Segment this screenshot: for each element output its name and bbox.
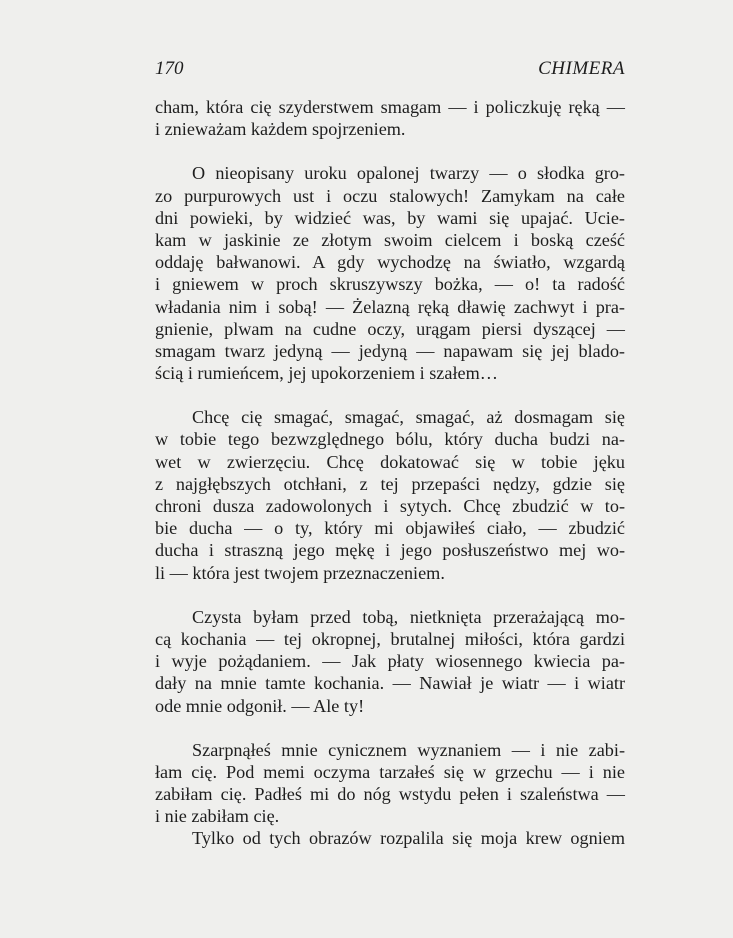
- paragraph-gap: [155, 717, 625, 739]
- text-line: w tobie tego bezwzględnego bólu, który ducha budzi na-: [155, 429, 625, 450]
- text-line: z najgłębszych otchłani, z tej przepaści nędzy, gdzie się: [155, 473, 625, 494]
- running-title: CHIMERA: [538, 58, 625, 79]
- text-line: chroni dusza zadowolonych i sytych. Chcę zbudzić w to-: [155, 496, 625, 516]
- text-line: kam w jaskinie ze złotym swoim cielcem i boską cześć: [155, 229, 625, 250]
- text-line: ode mnie odgonił. — Ale ty!: [155, 695, 365, 716]
- text-line: i gniewem w proch skruszywszy bożka, — o! ta radość: [155, 274, 625, 295]
- text-line: i znieważam każdem spojrzeniem.: [155, 119, 406, 140]
- text-line: łam cię. Pod memi oczyma tarzałeś się w grzechu — i nie: [155, 761, 625, 782]
- body-text: [155, 96, 625, 850]
- text-line: Szarpnąłeś mnie cynicznem wyznaniem — i nie zabi-: [192, 739, 625, 760]
- paragraph-gap: [155, 384, 625, 406]
- text-line: Chcę cię smagać, smagać, smagać, aż dosmagam się: [192, 407, 625, 428]
- text-line: Czysta byłam przed tobą, nietknięta przerażającą mo-: [192, 606, 625, 627]
- text-line: dały na mnie tamte kochania. — Nawiał je wiatr — i wiatr: [155, 673, 625, 694]
- paragraph-gap: [155, 140, 625, 162]
- text-line: i wyje pożądaniem. — Jak płaty wiosennego kwiecia pa-: [155, 651, 625, 672]
- paragraph-gap: [155, 584, 625, 606]
- text-line: cą kochania — tej okropnej, brutalnej miłości, która gardzi: [155, 628, 625, 649]
- text-line: władania nim i sobą! — Żelazną ręką dławię zachwyt i pra-: [155, 296, 625, 317]
- paragraph: [155, 739, 625, 828]
- text-line: wet w zwierzęciu. Chcę dokatować się w tobie jęku: [155, 451, 625, 472]
- text-line: gnienie, plwam na cudne oczy, urągam piersi dyszącej —: [155, 318, 625, 339]
- text-line: zo purpurowych ust i oczu stalowych! Zamykam na całe: [155, 185, 625, 206]
- text-line: li — która jest twojem przeznaczeniem.: [155, 562, 445, 583]
- text-line: Tylko od tych obrazów rozpalila się moja krew ogniem: [192, 828, 625, 849]
- paragraph: [155, 96, 625, 140]
- text-line: bie ducha — o ty, który mi objawiłeś ciało, — zbudzić: [155, 518, 625, 539]
- text-line: ducha i straszną jego mękę i jego posłuszeństwo mej wo-: [155, 540, 625, 561]
- paragraph: [155, 162, 625, 384]
- paragraph: [155, 406, 625, 584]
- text-line: cham, która cię szyderstwem smagam — i policzkuję ręką —: [155, 97, 625, 117]
- paragraph: [155, 606, 625, 717]
- page-header: [155, 58, 625, 82]
- text-line: smagam twarz jedyną — jedyną — napawam się jej blado-: [155, 340, 625, 361]
- text-line: dni powieki, by widzieć was, by wami się upajać. Ucie-: [155, 207, 625, 228]
- text-line: zabiłam cię. Padłeś mi do nóg wstydu pełen i szaleństwa —: [155, 784, 625, 805]
- text-line: ścią i rumieńcem, jej upokorzeniem i szałem…: [155, 363, 498, 384]
- paragraph: [155, 827, 625, 849]
- text-line: i nie zabiłam cię.: [155, 806, 280, 827]
- page-number: 170: [155, 58, 184, 79]
- text-line: O nieopisany uroku opalonej twarzy — o słodka gro-: [192, 163, 625, 184]
- text-line: oddaję bałwanowi. A gdy wychodzę na światło, wzgardą: [155, 252, 625, 273]
